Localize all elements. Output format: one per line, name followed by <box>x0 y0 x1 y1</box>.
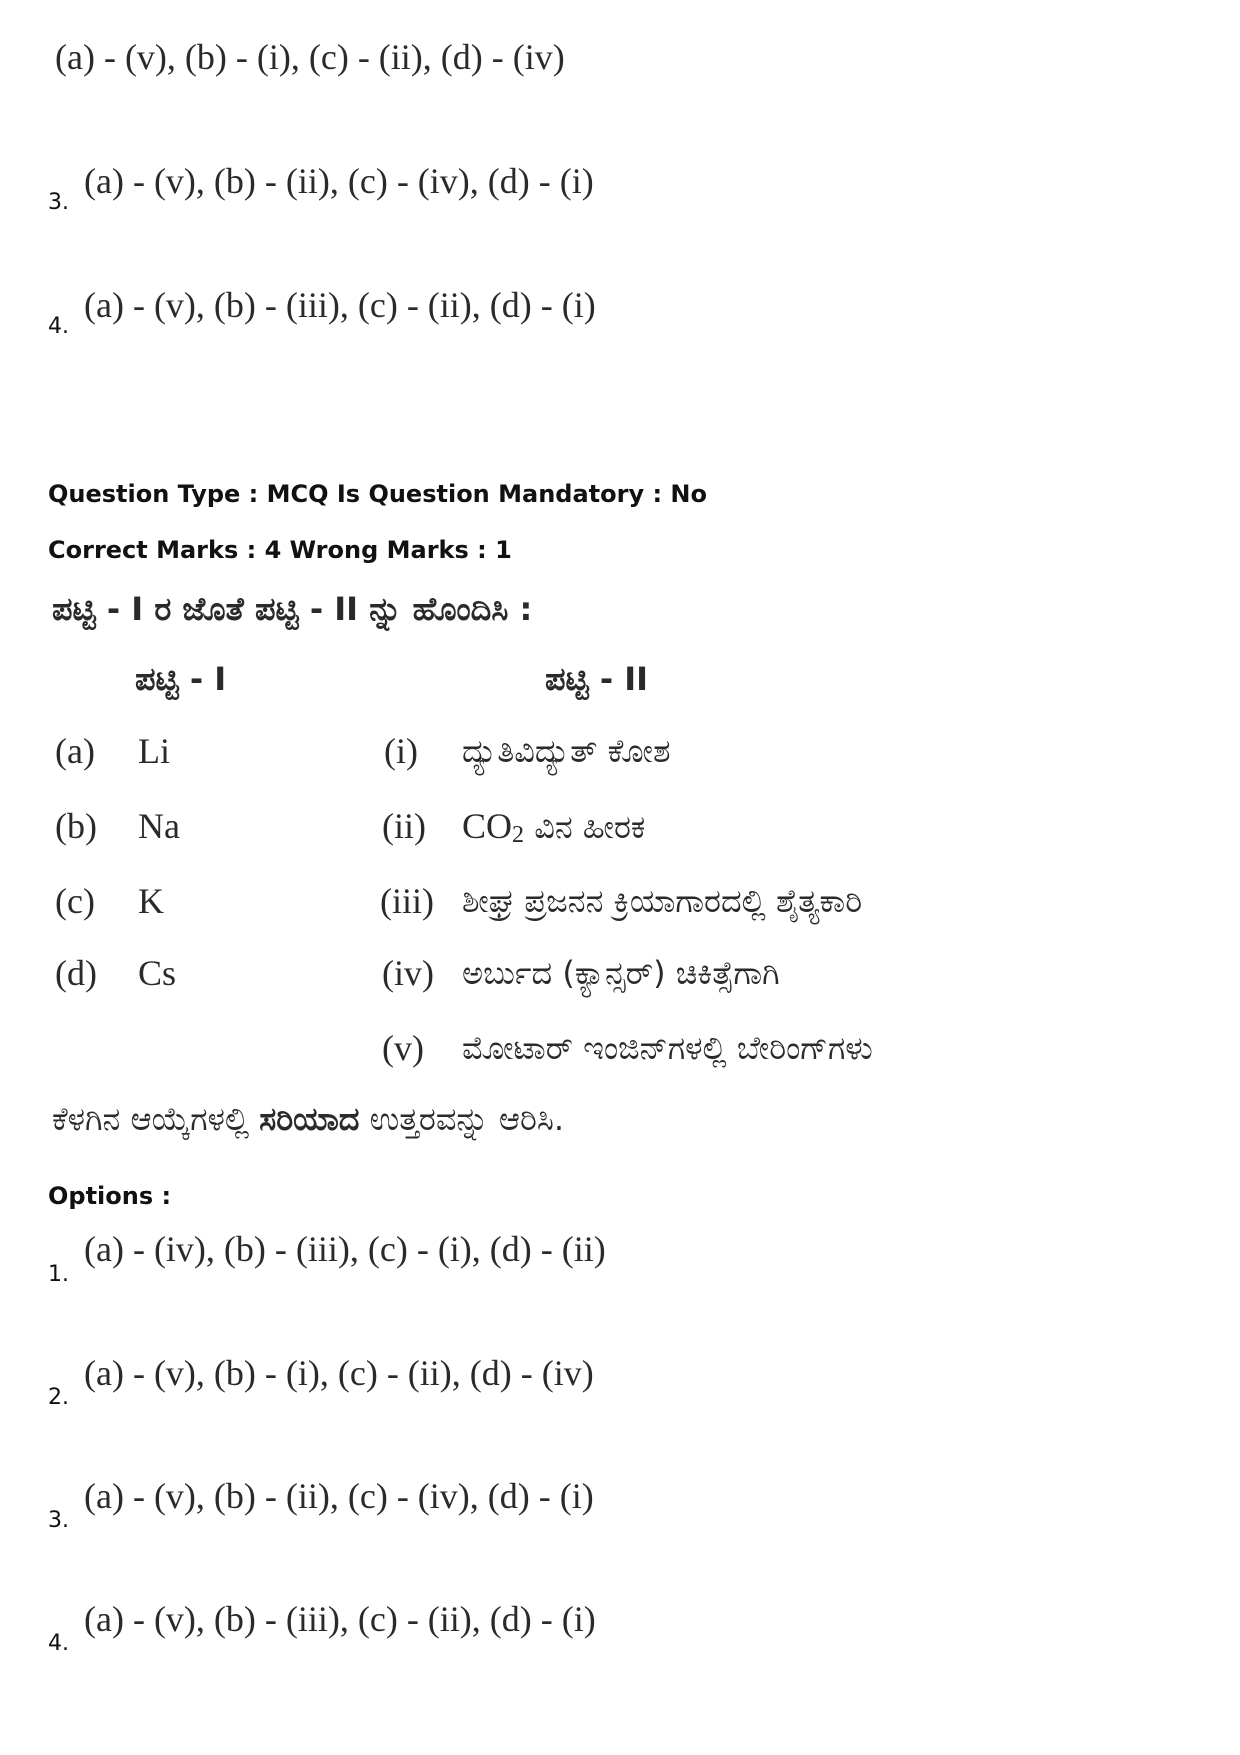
list2-value: ಶೀಘ್ರ ಪ್ರಜನನ ಕ್ರಿಯಾಗಾರದಲ್ಲಿ ಶೈತ್ಯಕಾರಿ <box>462 882 863 920</box>
prev-option-text: (a) - (v), (b) - (iii), (c) - (ii), (d) - (i) <box>84 285 596 325</box>
list2-label: (iii) <box>380 881 434 921</box>
list1-value: Li <box>138 731 170 771</box>
list2-label: (v) <box>382 1028 424 1068</box>
question-type-line: Question Type : MCQ Is Question Mandatory : No <box>48 480 707 508</box>
list2-value: ಅರ್ಬುದ (ಕ್ಯಾನ್ಸರ್) ಚಿಕಿತ್ಸೆಗಾಗಿ <box>462 954 780 992</box>
instruction <box>52 1100 564 1139</box>
list1-label: (c) <box>55 881 95 921</box>
option-number: 3. <box>48 1508 69 1533</box>
prev-option-number: 3. <box>48 190 69 215</box>
prev-option-text: (a) - (v), (b) - (i), (c) - (ii), (d) - (iv) <box>55 37 565 77</box>
list1-label: (d) <box>55 953 97 993</box>
list2-value: ದ್ಯುತಿವಿದ್ಯುತ್ ಕೋಶ <box>462 732 671 770</box>
list2-label: (ii) <box>382 806 426 846</box>
co2-subscript: 2 <box>512 822 525 849</box>
option-text: (a) - (iv), (b) - (iii), (c) - (i), (d) - (ii) <box>84 1229 606 1269</box>
prev-option-number: 4. <box>48 314 69 339</box>
option-number: 2. <box>48 1385 69 1410</box>
instruction-pre: ಕೆಳಗಿನ ಆಯ್ಕೆಗಳಲ್ಲಿ <box>52 1100 260 1138</box>
list2-header: ಪಟ್ಟಿ - II <box>545 660 649 698</box>
list1-label: (b) <box>55 806 97 846</box>
list1-value: Cs <box>138 953 177 993</box>
option-number: 1. <box>48 1262 69 1287</box>
list2-label: (iv) <box>382 953 434 993</box>
option-text: (a) - (v), (b) - (ii), (c) - (iv), (d) - (i) <box>84 1476 594 1516</box>
instruction-bold: ಸರಿಯಾದ <box>259 1100 360 1138</box>
option-text: (a) - (v), (b) - (i), (c) - (ii), (d) - (iv) <box>84 1353 594 1393</box>
list1-label: (a) <box>55 731 95 771</box>
list1-value: Na <box>138 806 180 846</box>
list2-value: ಮೋಟಾರ್ ಇಂಜಿನ್‌ಗಳಲ್ಲಿ ಬೇರಿಂಗ್‌ಗಳು <box>462 1029 873 1067</box>
list1-header: ಪಟ್ಟಿ - I <box>135 660 227 698</box>
list1-value: K <box>138 881 164 921</box>
list2-label: (i) <box>384 731 418 771</box>
co2-description: ವಿನ ಹೀರಕ <box>524 808 646 846</box>
option-text: (a) - (v), (b) - (iii), (c) - (ii), (d) - (i) <box>84 1599 596 1639</box>
instruction-post: ಉತ್ತರವನ್ನು ಆರಿಸಿ. <box>359 1100 565 1138</box>
marks-line: Correct Marks : 4 Wrong Marks : 1 <box>48 536 512 564</box>
co2-formula: CO <box>462 806 513 846</box>
prev-option-text: (a) - (v), (b) - (ii), (c) - (iv), (d) - (i) <box>84 161 594 201</box>
options-label: Options : <box>48 1182 172 1210</box>
list2-value-co2 <box>462 805 645 849</box>
question-prompt: ಪಟ್ಟಿ - I ರ ಜೊತೆ ಪಟ್ಟಿ - II ನ್ನು ಹೊಂದಿಸಿ : <box>52 590 533 628</box>
option-number: 4. <box>48 1631 69 1656</box>
